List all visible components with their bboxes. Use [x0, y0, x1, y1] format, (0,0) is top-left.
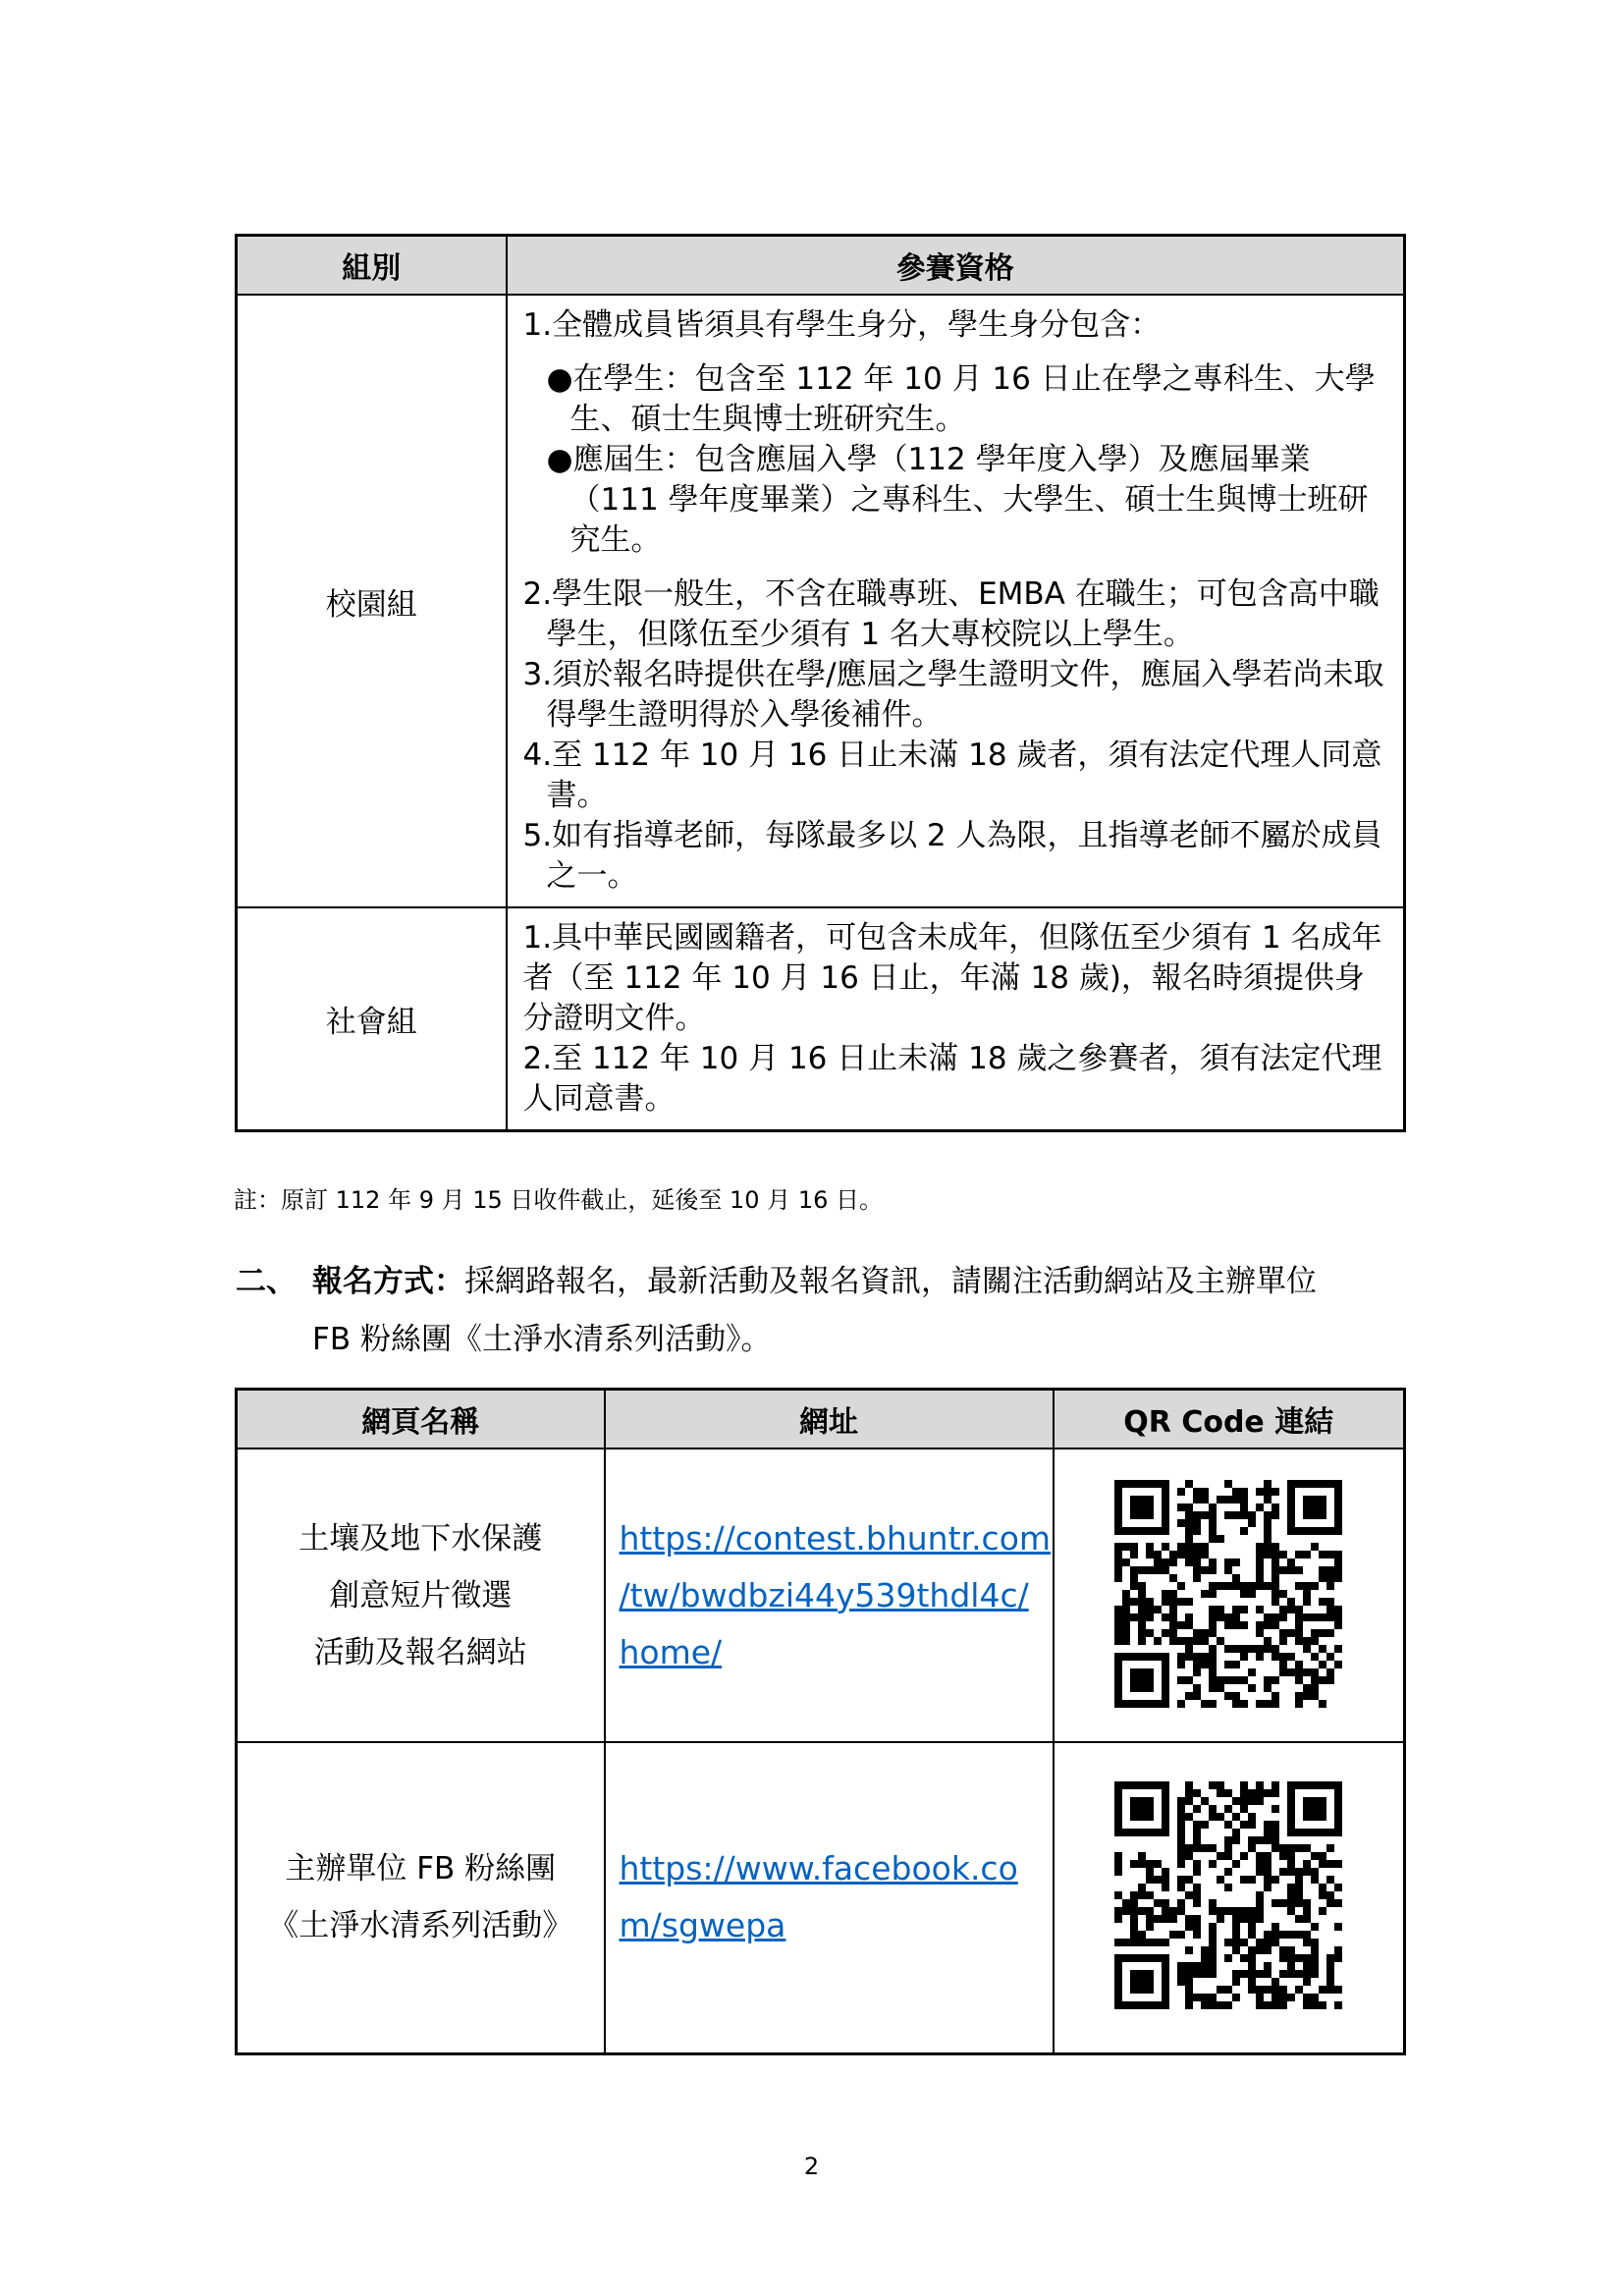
- eligibility-table-header: [237, 236, 1405, 296]
- section-line-1: [236, 1253, 1414, 1311]
- eligibility-table: [235, 234, 1406, 1132]
- society-eligibility: [507, 907, 1405, 1131]
- qr-cell: [1054, 1742, 1405, 2053]
- url-cell: [605, 1449, 1054, 1742]
- page-name-line: 創意短片徵選: [329, 1577, 513, 1613]
- society-item-2: 2.至 112 年 10 月 16 日止未滿 18 歲之參賽者，須有法定代理人同意書。: [522, 1041, 1382, 1117]
- link-text: /tw/bwdbzi44y539thdl4c/: [619, 1575, 1029, 1614]
- campus-item-5: 5.如有指導老師，每隊最多以 2 人為限，且指導老師不屬於成員之一。: [522, 818, 1382, 894]
- header-page-name: 網頁名稱: [237, 1390, 605, 1449]
- campus-item-2: 2.學生限一般生，不含在職專班、EMBA 在職生；可包含高中職學生，但隊伍至少須有 1 名大專校院以上學生。: [522, 576, 1380, 652]
- campus-bullet-2: ●應屆生：包含應屆入學（112 學年度入學）及應屆畢業（111 學年度畢業）之專科生、大學生、碩士生與博士班研究生。: [546, 442, 1369, 558]
- page-name-cell: [237, 1449, 605, 1742]
- campus-item-1: 1.全體成員皆須具有學生身分，學生身分包含：: [522, 307, 1162, 343]
- facebook-page-link[interactable]: [620, 1849, 1018, 1944]
- page-number: 2: [803, 2153, 820, 2180]
- qr-code-icon[interactable]: [1114, 1781, 1342, 2013]
- qr-cell: [1054, 1449, 1405, 1742]
- section-registration: [236, 1253, 1414, 1369]
- url-cell: [605, 1742, 1054, 2053]
- society-row: [237, 907, 1405, 1131]
- section-text-2: FB 粉絲團《土淨水清系列活動》。: [312, 1322, 772, 1357]
- campus-label: 校園組: [237, 295, 507, 907]
- campus-row: [237, 295, 1405, 907]
- header-url: 網址: [605, 1390, 1054, 1449]
- page-name-line: 活動及報名網站: [313, 1634, 527, 1670]
- section-title: 報名方式：: [312, 1264, 464, 1299]
- contest-site-link[interactable]: [620, 1519, 1052, 1671]
- campus-bullet-1: ●在學生：包含至 112 年 10 月 16 日止在學之專科生、大學生、碩士生與博士班研究生。: [546, 361, 1376, 437]
- campus-item-3: 3.須於報名時提供在學/應屆之學生證明文件，應屆入學若尚未取得學生證明得於入學後補件。: [522, 657, 1384, 733]
- campus-item-4: 4.至 112 年 10 月 16 日止未滿 18 歲者，須有法定代理人同意書。: [522, 738, 1382, 813]
- link-text: home/: [619, 1632, 723, 1671]
- links-table: [235, 1388, 1406, 2055]
- qr-code-icon[interactable]: [1114, 1480, 1342, 1712]
- link-text: https://www.facebook.co: [619, 1849, 1018, 1888]
- section-text-1: 採網路報名，最新活動及報名資訊，請關注活動網站及主辦單位: [464, 1264, 1317, 1299]
- page-name-line: 土壤及地下水保護: [298, 1520, 543, 1557]
- page-name-line: 主辦單位 FB 粉絲團: [285, 1851, 557, 1887]
- page-name-cell: [237, 1742, 605, 2053]
- link-text: m/sgwepa: [619, 1906, 786, 1945]
- table-row: [237, 1449, 1405, 1742]
- links-table-header: [237, 1390, 1405, 1449]
- table-row: [237, 1742, 1405, 2053]
- deadline-note: 註：原訂 112 年 9 月 15 日收件截止，延後至 10 月 16 日。: [234, 1186, 883, 1214]
- society-item-1: 1.具中華民國國籍者，可包含未成年，但隊伍至少須有 1 名成年者（至 112 年 10 月 16 日止，年滿 18 歲)，報名時須提供身分證明文件。: [522, 920, 1382, 1036]
- section-number: 二、: [236, 1264, 297, 1299]
- header-group: 組別: [237, 236, 507, 296]
- page-name-line: 《土淨水清系列活動》: [268, 1908, 573, 1944]
- header-qr: QR Code 連結: [1054, 1390, 1405, 1449]
- link-text: https://contest.bhuntr.com: [619, 1518, 1052, 1558]
- society-label: 社會組: [237, 907, 507, 1131]
- header-eligibility: 參賽資格: [507, 236, 1405, 296]
- campus-eligibility: [507, 295, 1405, 907]
